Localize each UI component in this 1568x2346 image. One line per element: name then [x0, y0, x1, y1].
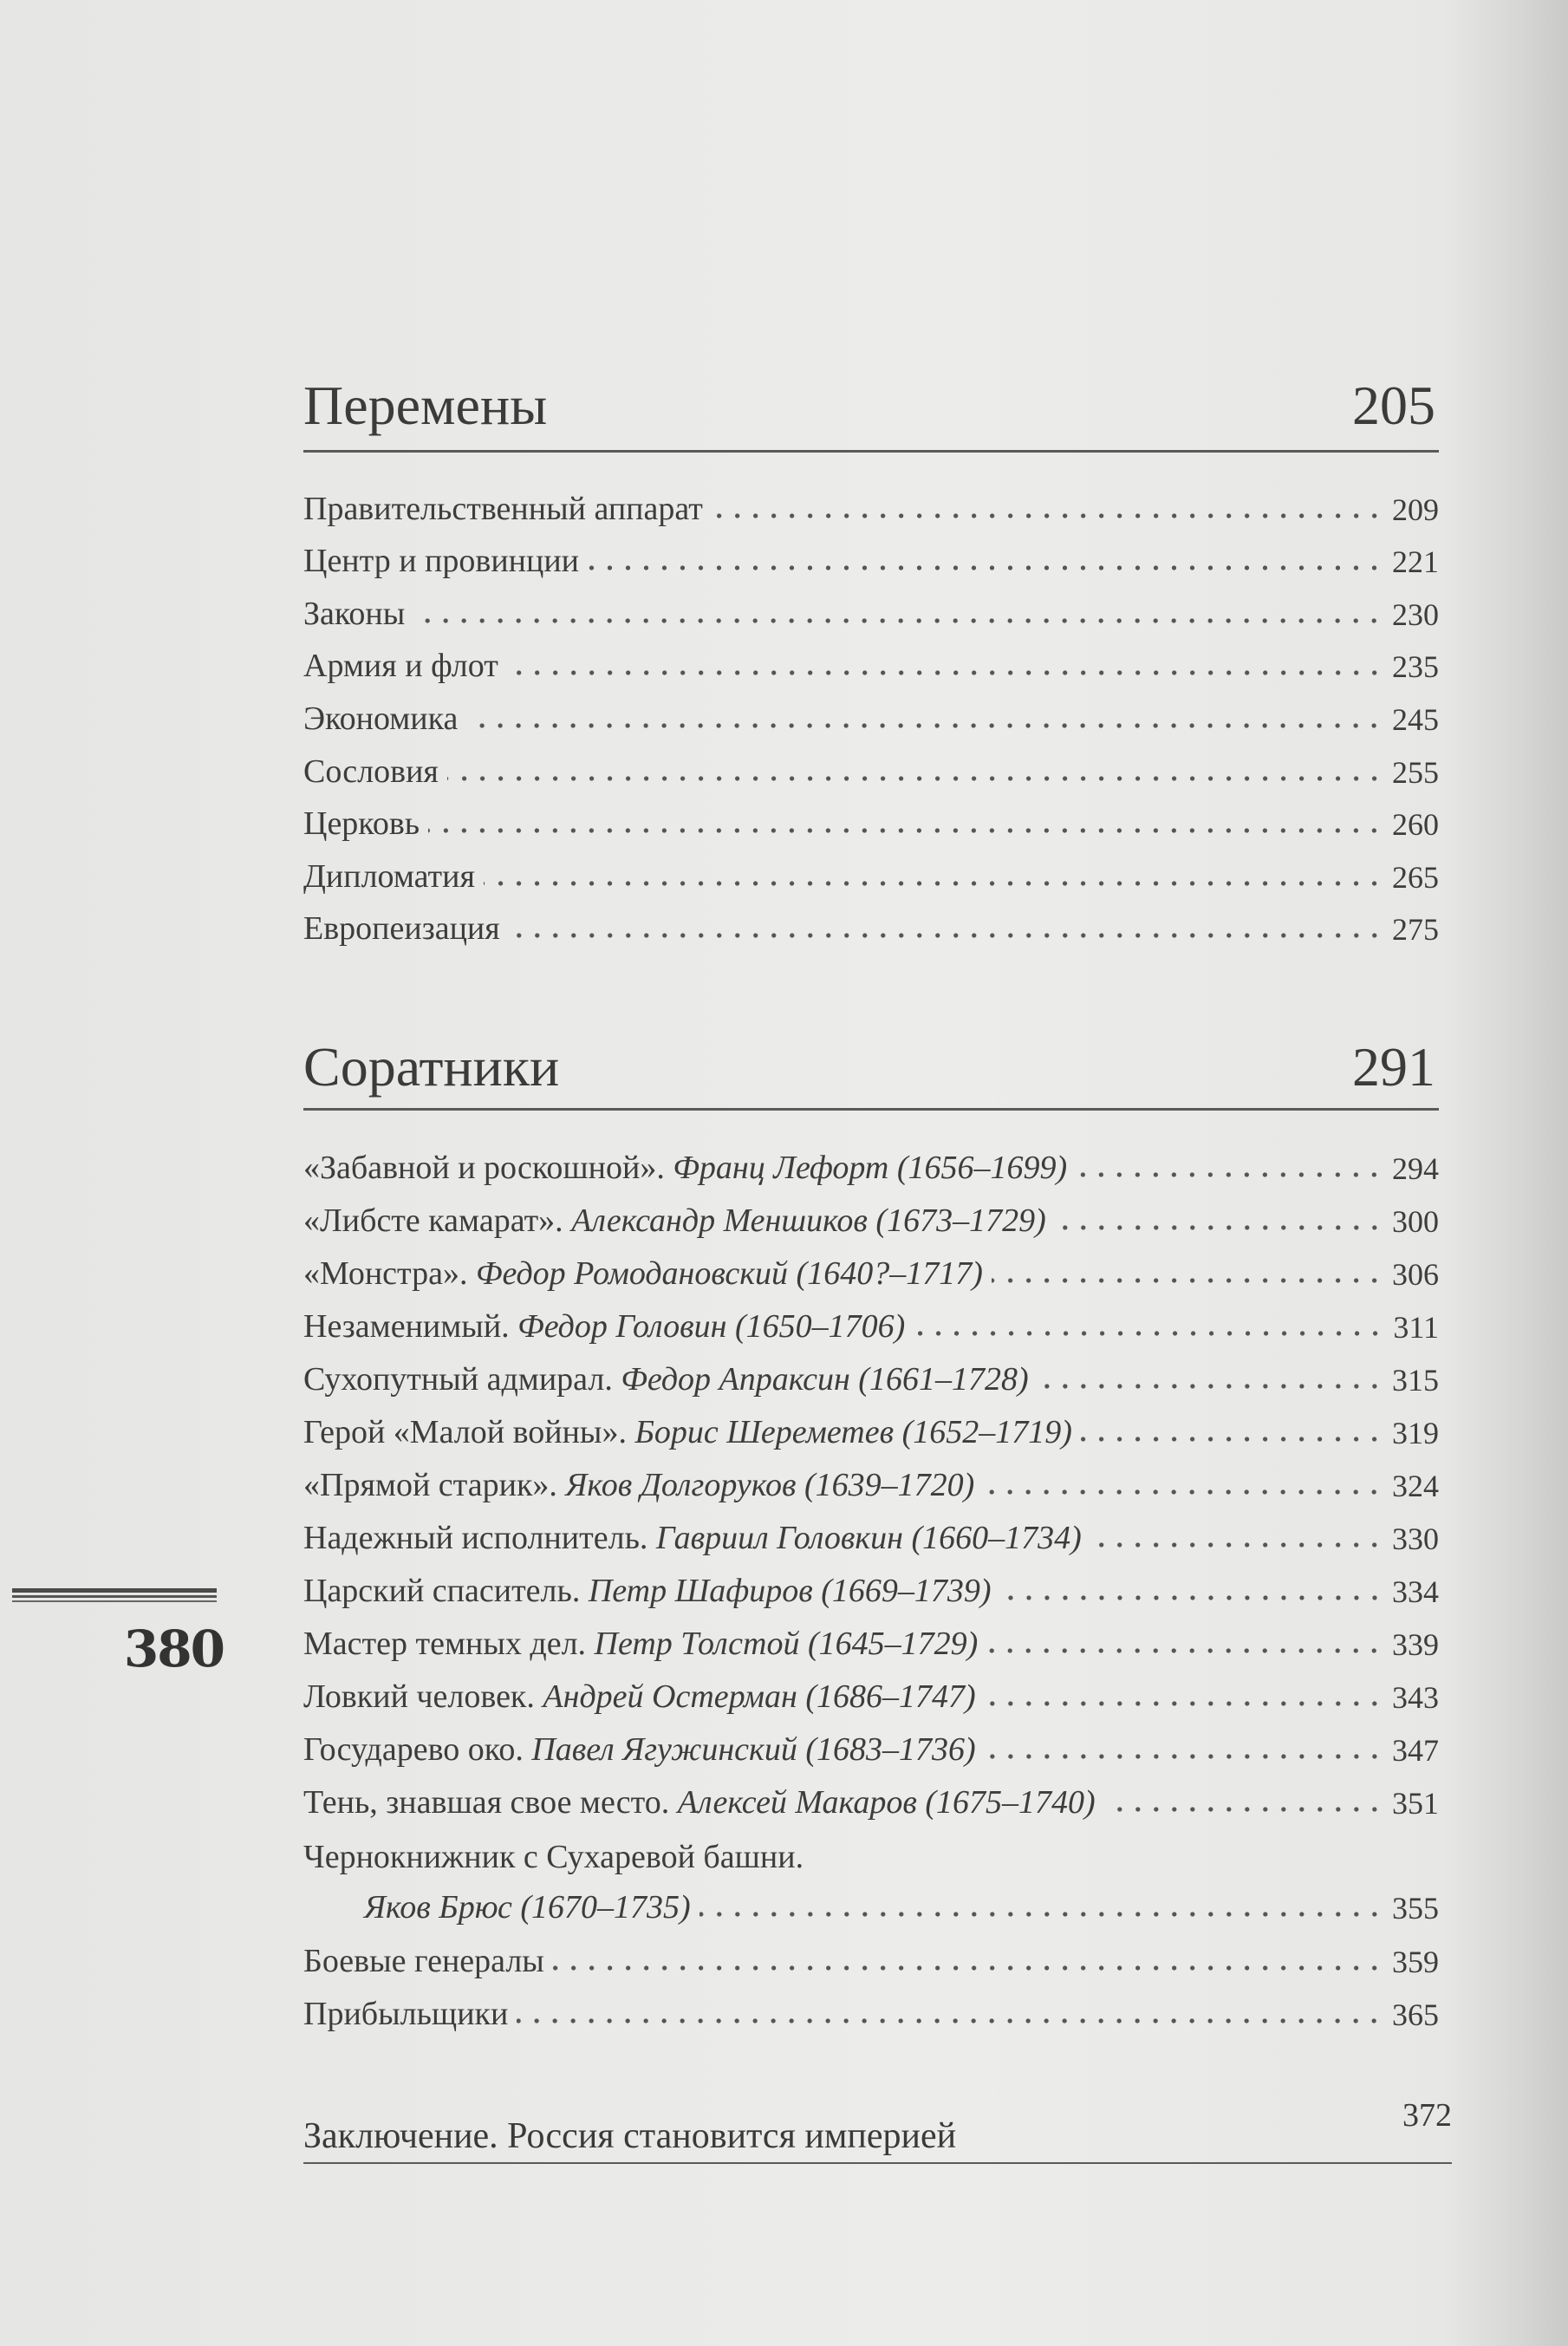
- entry-page-number: 315: [1392, 1363, 1439, 1398]
- entry-label: «Либсте камарат». Александр Меншиков (1673–1729): [303, 1202, 1046, 1239]
- entry-page-number: 235: [1392, 649, 1439, 684]
- toc-entry[interactable]: [303, 1559, 1439, 1607]
- section-page-number: 205: [1352, 375, 1435, 436]
- toc-entry[interactable]: [303, 1506, 1439, 1554]
- leader-dots: [914, 1329, 1384, 1338]
- entry-page-number: 347: [1392, 1733, 1439, 1768]
- leader-dots: [1000, 1593, 1383, 1602]
- entry-label: Чернокнижник с Сухаревой башни.: [303, 1839, 804, 1875]
- leader-dots: [1090, 1541, 1383, 1549]
- section-title: Перемены: [303, 375, 548, 436]
- leader-dots: [1076, 1170, 1383, 1179]
- entry-label: Церковь: [303, 805, 420, 842]
- entry-label: Сухопутный адмирал. Федор Апраксин (1661–1728): [303, 1361, 1029, 1398]
- entry-page-number: 221: [1392, 544, 1439, 579]
- leader-dots: [985, 1752, 1383, 1761]
- entry-page-number: 365: [1392, 1997, 1439, 2032]
- leader-dots: [1104, 1805, 1383, 1814]
- toc-entry[interactable]: [303, 582, 1439, 630]
- section-heading: [303, 364, 1439, 436]
- entry-label: Герой «Малой войны». Борис Шереметев (1652–1719): [303, 1414, 1072, 1450]
- toc-entry[interactable]: [303, 1982, 1439, 2030]
- leader-dots: [983, 1488, 1383, 1496]
- entry-page-number: 319: [1392, 1416, 1439, 1450]
- leader-dots: [553, 1964, 1383, 1972]
- page-folio: 380: [123, 1619, 224, 1678]
- toc-entry[interactable]: [303, 1241, 1439, 1290]
- toc-entry[interactable]: [303, 1929, 1439, 1978]
- toc-entry[interactable]: [303, 1665, 1439, 1713]
- entry-label: Правительственный аппарат: [303, 491, 703, 527]
- conclusion-rule: [303, 2162, 1452, 2164]
- entry-page-number: 209: [1392, 492, 1439, 527]
- leader-dots: [699, 1910, 1383, 1919]
- folio-rule: [12, 1588, 217, 1607]
- entry-label: Экономика: [303, 701, 459, 737]
- toc-entry[interactable]: [303, 1400, 1439, 1449]
- entry-label: «Монстра». Федор Ромодановский (1640?–1717): [303, 1255, 983, 1292]
- entry-page-number: 351: [1392, 1786, 1439, 1821]
- entry-page-number: 306: [1392, 1257, 1439, 1292]
- entry-page-number: 339: [1392, 1627, 1439, 1662]
- leader-dots: [1081, 1435, 1383, 1443]
- conclusion-label: Заключение. Россия становится империей: [303, 2116, 957, 2156]
- leader-dots: [447, 774, 1383, 783]
- entry-page-number: 359: [1392, 1945, 1439, 1979]
- entry-label: Сословия: [303, 753, 439, 790]
- section-rule: [303, 450, 1439, 453]
- entry-page-number: 275: [1392, 912, 1439, 947]
- toc-entry[interactable]: [303, 1612, 1439, 1660]
- conclusion-page-number: 372: [1402, 2097, 1452, 2134]
- entry-label: Яков Брюс (1670–1735): [364, 1889, 691, 1926]
- entry-label: Незаменимый. Федор Головин (1650–1706): [303, 1308, 906, 1345]
- section-page-number: 291: [1352, 1036, 1435, 1098]
- conclusion-entry[interactable]: [303, 2096, 1452, 2157]
- entry-page-number: 265: [1392, 860, 1439, 895]
- leader-dots: [1038, 1382, 1383, 1391]
- leader-dots: [712, 512, 1383, 520]
- leader-dots: [509, 931, 1383, 940]
- entry-page-number: 294: [1392, 1151, 1439, 1186]
- leader-dots: [992, 1276, 1383, 1285]
- entry-label: Дипломатия: [303, 858, 475, 895]
- leader-dots: [985, 1699, 1383, 1708]
- entry-label: Ловкий человек. Андрей Остерман (1686–1747): [303, 1678, 976, 1715]
- entry-label: Мастер темных дел. Петр Толстой (1645–1729): [303, 1626, 979, 1662]
- toc-entry[interactable]: [303, 687, 1439, 735]
- section-rule: [303, 1108, 1439, 1111]
- entry-label: Тень, знавшая свое место. Алексей Макаров (1675–1740): [303, 1784, 1096, 1821]
- entry-label: «Забавной и роскошной». Франц Лефорт (1656–1699): [303, 1150, 1068, 1186]
- entry-page-number: 300: [1392, 1204, 1439, 1239]
- section-heading: [303, 1026, 1439, 1098]
- entry-page-number: 311: [1393, 1310, 1439, 1345]
- toc-entry-line-1[interactable]: [303, 1825, 1439, 1874]
- toc-entry-line-2[interactable]: [303, 1875, 1439, 1924]
- toc-entry[interactable]: [303, 844, 1439, 893]
- entry-page-number: 260: [1392, 807, 1439, 842]
- entry-label: Боевые генералы: [303, 1943, 544, 1979]
- entry-label: «Прямой старик». Яков Долгоруков (1639–1720): [303, 1467, 975, 1503]
- toc-entry[interactable]: [303, 792, 1439, 840]
- toc-entry[interactable]: [303, 477, 1439, 525]
- leader-dots: [466, 721, 1383, 730]
- toc-entry[interactable]: [303, 1294, 1439, 1343]
- toc-entry[interactable]: [303, 1189, 1439, 1237]
- leader-dots: [588, 564, 1383, 572]
- entry-page-number: 324: [1392, 1469, 1439, 1503]
- leader-dots: [517, 2017, 1383, 2025]
- toc-entry[interactable]: [303, 529, 1439, 577]
- entry-label: Царский спаситель. Петр Шафиров (1669–1739): [303, 1573, 992, 1609]
- entry-label: Центр и провинции: [303, 543, 580, 579]
- toc-entry[interactable]: [303, 1136, 1439, 1184]
- toc-entry[interactable]: [303, 896, 1439, 945]
- entry-label: Прибыльщики: [303, 1996, 509, 2032]
- toc-entry[interactable]: [303, 1453, 1439, 1502]
- toc-entry[interactable]: [303, 1770, 1439, 1819]
- toc-entry[interactable]: [303, 634, 1439, 682]
- entry-label: Надежный исполнитель. Гавриил Головкин (1660–1734): [303, 1520, 1082, 1556]
- toc-entry[interactable]: [303, 1347, 1439, 1396]
- leader-dots: [1055, 1223, 1383, 1232]
- leader-dots: [986, 1646, 1383, 1655]
- entry-page-number: 334: [1392, 1574, 1439, 1609]
- entry-page-number: 330: [1392, 1522, 1439, 1556]
- leader-dots: [428, 826, 1383, 835]
- entry-label: Государево око. Павел Ягужинский (1683–1736): [303, 1731, 976, 1768]
- section-title: Соратники: [303, 1036, 560, 1098]
- leader-dots: [413, 616, 1383, 625]
- entry-label: Законы: [303, 596, 406, 632]
- entry-label: Армия и флот: [303, 648, 498, 684]
- entry-page-number: 230: [1392, 597, 1439, 632]
- entry-page-number: 343: [1392, 1680, 1439, 1715]
- toc-entry[interactable]: [303, 740, 1439, 788]
- entry-page-number: 245: [1392, 702, 1439, 737]
- toc-entry[interactable]: [303, 1717, 1439, 1766]
- entry-page-number: 255: [1392, 755, 1439, 790]
- leader-dots: [484, 879, 1383, 888]
- entry-label: Европеизация: [303, 910, 500, 947]
- entry-page-number: 355: [1392, 1891, 1439, 1926]
- leader-dots: [507, 668, 1383, 677]
